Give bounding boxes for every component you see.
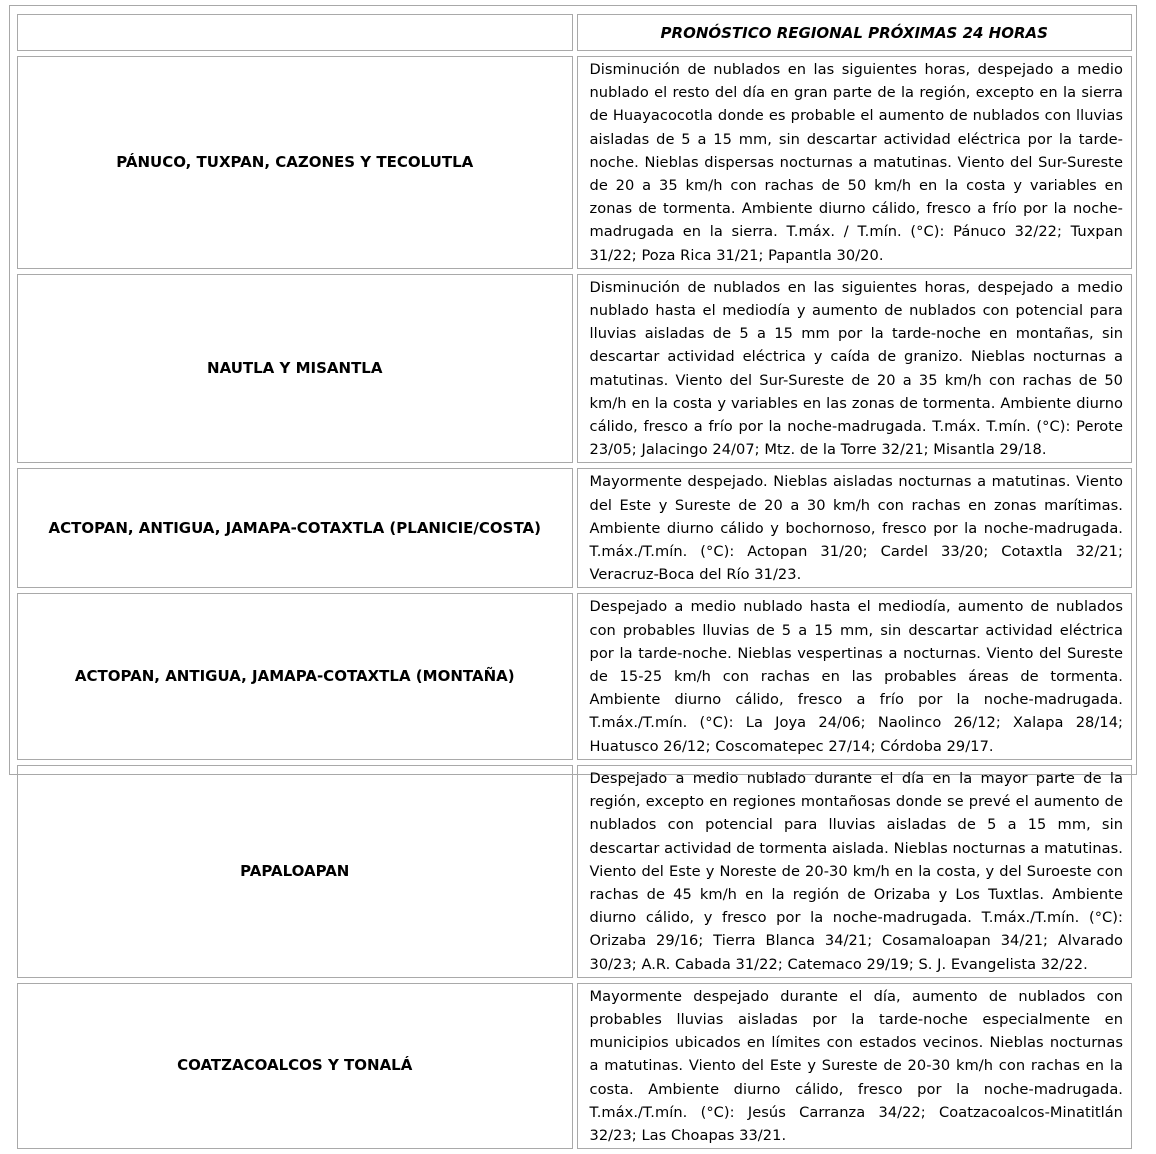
forecast-text: Despejado a medio nublado durante el día en la mayor parte de la región, excepto en regiones montañosas donde se prevé el aumento de nublados con potencial para lluvias aisladas de 5 a 15 mm, sin descartar actividad de tormenta aislada. Nieblas nocturnas a matutinas. Viento del Este y Noreste de 20-30 km/h en la costa, y del Suroeste con rachas de 45 km/h en la región de Orizaba y Los Tuxtlas. Ambiente diurno cálido, y fresco por la noche-madrugada. T.máx./T.mín. (°C): Orizaba 29/16; Tierra Blanca 34/21; Cosamaloapan 34/21; Alvarado 30/23; A.R. Cabada 31/22; Catemaco 29/19; S. J. Evangelista 32/22. [577, 765, 1133, 978]
table-row [17, 274, 1132, 464]
forecast-text: Despejado a medio nublado hasta el mediodía, aumento de nublados con probables lluvias de 5 a 15 mm, sin descartar actividad eléctrica por la tarde-noche. Nieblas vespertinas a nocturnas. Viento del Sureste de 15-25 km/h con rachas en las probables áreas de tormenta. Ambiente diurno cálido, fresco a frío por la noche-madrugada. T.máx./T.mín. (°C): La Joya 24/06; Naolinco 26/12; Xalapa 28/14; Huatusco 26/12; Coscomatepec 27/14; Córdoba 29/17. [577, 593, 1133, 759]
region-name: PAPALOAPAN [17, 765, 573, 978]
table-title: PRONÓSTICO REGIONAL PRÓXIMAS 24 HORAS [577, 14, 1133, 51]
forecast-text: Mayormente despejado. Nieblas aisladas nocturnas a matutinas. Viento del Este y Sureste de 20 a 30 km/h con rachas en zonas marítimas. Ambiente diurno cálido y bochornoso, fresco por la noche-madrugada. T.máx./T.mín. (°C): Actopan 31/20; Cardel 33/20; Cotaxtla 32/21; Veracruz-Boca del Río 31/23. [577, 468, 1133, 588]
table-row [17, 56, 1132, 269]
region-name: PÁNUCO, TUXPAN, CAZONES Y TECOLUTLA [17, 56, 573, 269]
region-name: COATZACOALCOS Y TONALÁ [17, 983, 573, 1149]
forecast-text: Mayormente despejado durante el día, aumento de nublados con probables lluvias aisladas por la tarde-noche especialmente en municipios ubicados en límites con estados vecinos. Nieblas nocturnas a matutinas. Viento del Este y Sureste de 20-30 km/h con rachas en la costa. Ambiente diurno cálido, fresco por la noche-madrugada. T.máx./T.mín. (°C): Jesús Carranza 34/22; Coatzacoalcos-Minatitlán 32/23; Las Choapas 33/21. [577, 983, 1133, 1149]
region-name: ACTOPAN, ANTIGUA, JAMAPA-COTAXTLA (PLANICIE/COSTA) [17, 468, 573, 588]
table-header-row [17, 14, 1132, 51]
table-row [17, 983, 1132, 1149]
regional-forecast-table [13, 9, 1136, 1154]
region-name: NAUTLA Y MISANTLA [17, 274, 573, 464]
table-row [17, 765, 1132, 978]
forecast-text: Disminución de nublados en las siguientes horas, despejado a medio nublado el resto del día en gran parte de la región, excepto en la sierra de Huayacocotla donde es probable el aumento de nublados con lluvias aisladas de 5 a 15 mm, sin descartar actividad eléctrica por la tarde-noche. Nieblas dispersas nocturnas a matutinas. Viento del Sur-Sureste de 20 a 35 km/h con rachas de 50 km/h en la costa y variables en zonas de tormenta. Ambiente diurno cálido, fresco a frío por la noche-madrugada en la sierra. T.máx. / T.mín. (°C): Pánuco 32/22; Tuxpan 31/22; Poza Rica 31/21; Papantla 30/20. [577, 56, 1133, 269]
forecast-text: Disminución de nublados en las siguientes horas, despejado a medio nublado hasta el mediodía y aumento de nublados con potencial para lluvias aisladas de 5 a 15 mm por la tarde-noche en montañas, sin descartar actividad eléctrica y caída de granizo. Nieblas nocturnas a matutinas. Viento del Sur-Sureste de 20 a 35 km/h con rachas de 50 km/h en la costa y variables en las zonas de tormenta. Ambiente diurno cálido, fresco a frío por la noche-madrugada. T.máx. T.mín. (°C): Perote 23/05; Jalacingo 24/07; Mtz. de la Torre 32/21; Misantla 29/18. [577, 274, 1133, 464]
table-row [17, 593, 1132, 759]
header-corner-cell [17, 14, 573, 51]
table-row [17, 468, 1132, 588]
region-name: ACTOPAN, ANTIGUA, JAMAPA-COTAXTLA (MONTAÑA) [17, 593, 573, 759]
